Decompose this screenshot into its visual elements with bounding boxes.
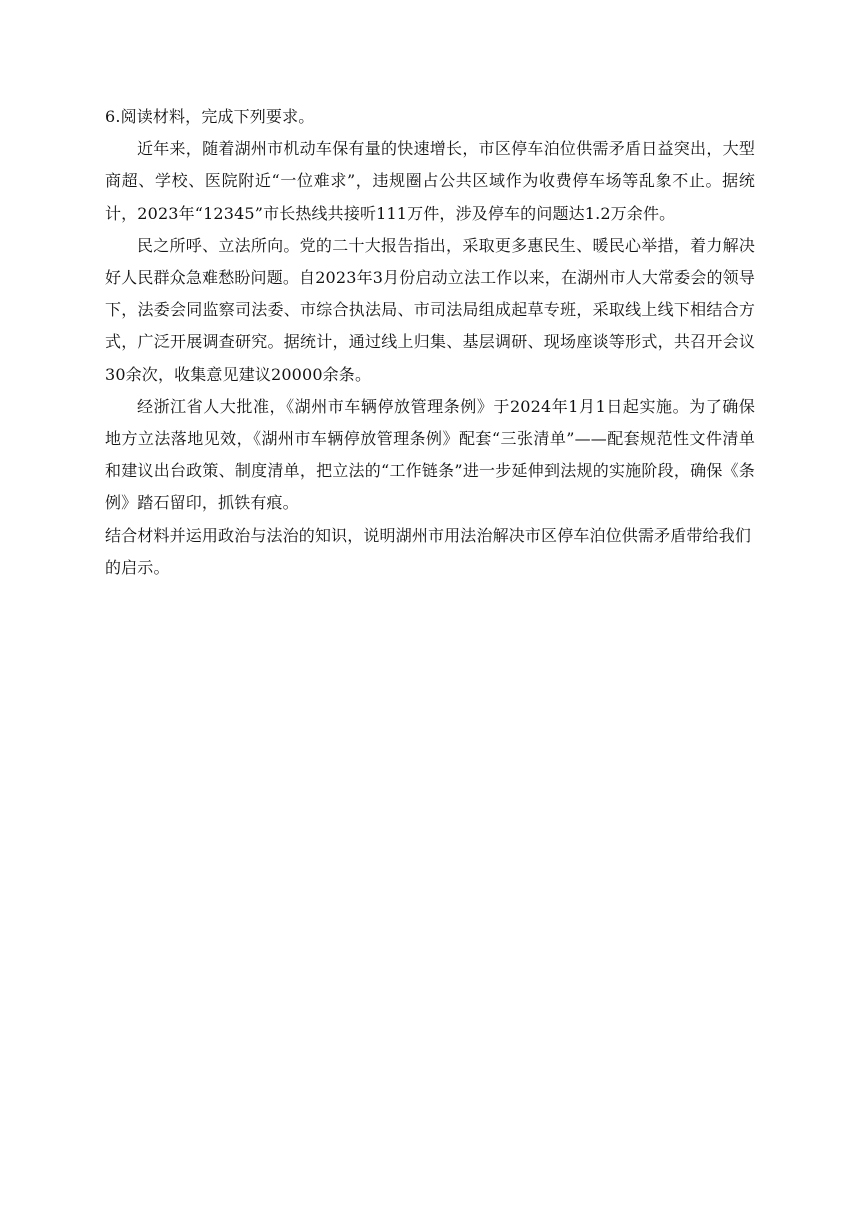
material-paragraph-2: 民之所呼、立法所向。党的二十大报告指出，采取更多惠民生、暖民心举措，着力解决好人民群众急难愁盼问题。自2023年3月份启动立法工作以来，在湖州市人大常委会的领导下，法委会同监察司法委、市综合执法局、市司法局组成起草专班，采取线上线下相结合方式，广泛开展调查研究。据统计，通过线上归集、基层调研、现场座谈等形式，共召开会议30余次，收集意见建议20000余条。 xyxy=(105,235,755,384)
material-paragraph-3: 经浙江省人大批准，《湖州市车辆停放管理条例》于2024年1月1日起实施。为了确保地方立法落地见效，《湖州市车辆停放管理条例》配套“三张清单”——配套规范性文件清单和建议出台政策、制度清单，把立法的“工作链条”进一步延伸到法规的实施阶段，确保《条例》踏石留印，抓铁有痕。 xyxy=(105,396,755,513)
question-task: 结合材料并运用政治与法治的知识，说明湖州市用法治解决市区停车泊位供需矛盾带给我们的启示。 xyxy=(105,525,752,577)
material-paragraph-1: 近年来，随着湖州市机动车保有量的快速增长，市区停车泊位供需矛盾日益突出，大型商超、学校、医院附近“一位难求”，违规圈占公共区域作为收费停车场等乱象不止。据统计，2023年“12345”市长热线共接听111万件，涉及停车的问题达1.2万余件。 xyxy=(105,139,755,223)
question-content xyxy=(105,101,755,584)
question-title: 6.阅读材料，完成下列要求。 xyxy=(105,107,315,126)
